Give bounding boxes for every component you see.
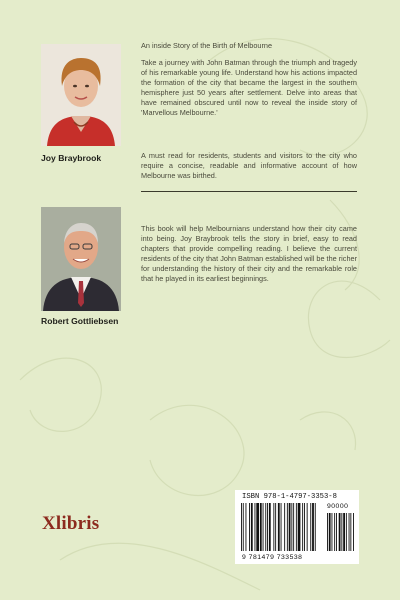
section-divider — [141, 191, 357, 192]
publisher-logo: Xlibris — [42, 513, 100, 534]
barcode-addon-digits: 90000 — [327, 503, 349, 510]
author-photo-robert-gottliebsen — [41, 207, 121, 311]
author-name-robert-gottliebsen: Robert Gottliebsen — [41, 316, 119, 326]
barcode-bars — [239, 503, 357, 553]
isbn-barcode — [235, 490, 359, 564]
endorsement-paragraph: This book will help Melbournians understand how their city came into being. Joy Braybrook tells the story in brief, easy to read chapters that provide compelling reading. I believe the current residents of the city that John Batman established will be the richer for understanding the history of their city and the remarkable role that he played in its earliest beginnings. — [141, 224, 357, 284]
barcode-main-digits: 9 781479 733538 — [242, 554, 303, 561]
isbn-label: ISBN 978-1-4797-3353-8 — [242, 493, 337, 501]
blurb-paragraph-1: Take a journey with John Batman through the triumph and tragedy of his remarkable young life. Understand how his actions impacted the formation of the city that became the largest in the southern hemisphere just 50 years after settlement. Delve into areas that have remained obscured until now to reveal the inside story of 'Marvellous Melbourne.' — [141, 58, 357, 118]
blurb-paragraph-2: A must read for residents, students and visitors to the city who require a concise, readable and informative account of how Melbourne was birthed. — [141, 151, 357, 181]
blurb-heading: An inside Story of the Birth of Melbourne — [141, 41, 273, 50]
author-photo-joy-braybrook — [41, 44, 121, 146]
author-name-joy-braybrook: Joy Braybrook — [41, 153, 102, 163]
